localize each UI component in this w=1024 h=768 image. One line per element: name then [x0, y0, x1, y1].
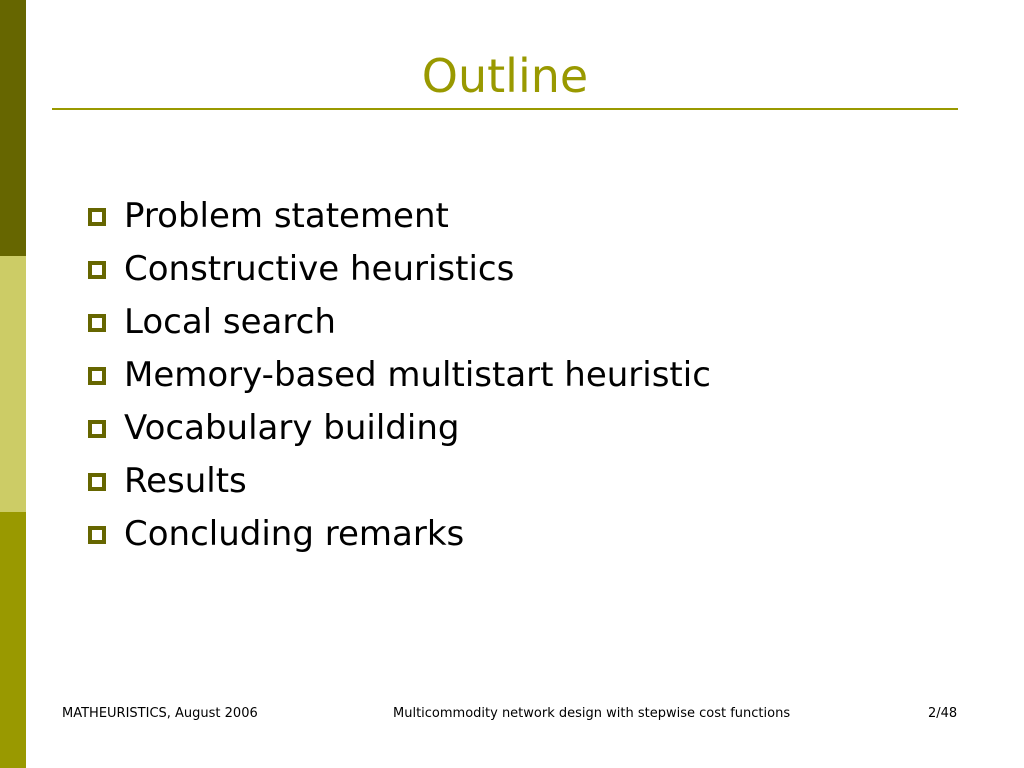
square-bullet-icon: [88, 526, 106, 544]
square-bullet-icon: [88, 208, 106, 226]
outline-item-label: Memory-based multistart heuristic: [124, 355, 711, 395]
outline-item-results: [88, 455, 968, 508]
square-bullet-icon: [88, 367, 106, 385]
outline-item-memory-based-multistart: [88, 349, 968, 402]
outline-item-constructive-heuristics: [88, 243, 968, 296]
square-bullet-icon: [88, 261, 106, 279]
side-accent-bar: [0, 0, 26, 768]
side-accent-bar-middle: [0, 256, 26, 512]
outline-item-label: Problem statement: [124, 196, 449, 236]
outline-item-label: Local search: [124, 302, 336, 342]
outline-item-local-search: [88, 296, 968, 349]
footer-page-number: 2/48: [928, 706, 958, 721]
outline-item-concluding-remarks: [88, 508, 968, 561]
outline-item-label: Vocabulary building: [124, 408, 460, 448]
footer-presentation-title: Multicommodity network design with stepwise cost functions: [393, 706, 791, 721]
side-accent-bar-bottom: [0, 512, 26, 768]
slide-title: Outline: [421, 49, 589, 103]
side-accent-bar-top: [0, 0, 26, 256]
outline-item-label: Concluding remarks: [124, 514, 465, 554]
title-underline: [52, 108, 958, 110]
outline-list: [88, 190, 968, 561]
outline-item-label: Results: [124, 461, 247, 501]
square-bullet-icon: [88, 314, 106, 332]
outline-item-label: Constructive heuristics: [124, 249, 515, 289]
footer-event: MATHEURISTICS, August 2006: [62, 706, 258, 721]
outline-item-vocabulary-building: [88, 402, 968, 455]
square-bullet-icon: [88, 420, 106, 438]
outline-item-problem-statement: [88, 190, 968, 243]
square-bullet-icon: [88, 473, 106, 491]
